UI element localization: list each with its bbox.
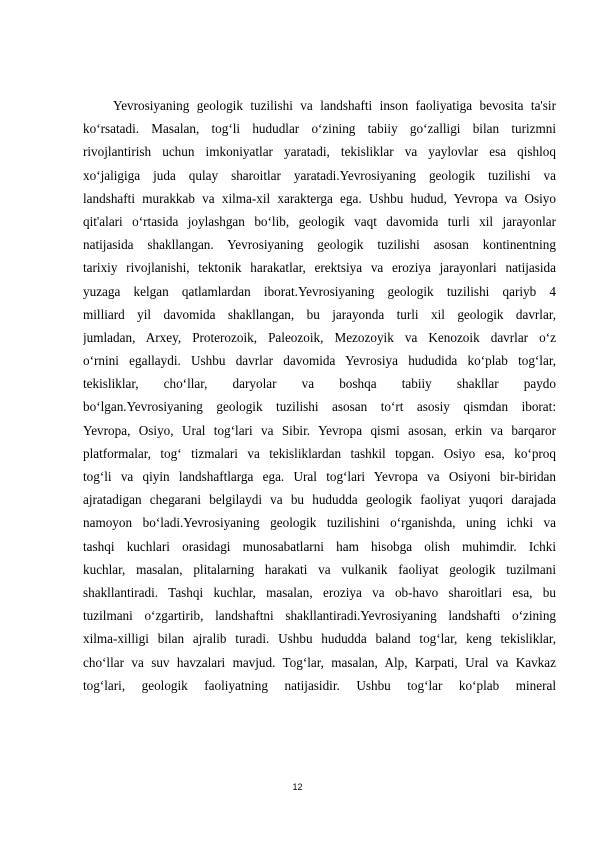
text-line: shakllantiradi. Tashqi kuchlar, masalan, eroziya va ob-havo sharoitlari esa, bu [83,584,556,600]
text-line: xo‘jaligiga juda qulay sharoitlar yaratadi.Yevrosiyaning geologik tuzilishi va [83,167,556,183]
text-line: ajratadigan chegarani belgilaydi va bu hududda geologik faoliyat yuqori darajada [83,492,556,508]
text-line: landshafti murakkab va xilma-xil xarakterga ega. Ushbu hudud, Yevropa va Osiyo [83,190,556,206]
text-line: tuzilmani o‘zgartirib, landshaftni shakllantiradi.Yevrosiyaning landshafti o‘zining [83,608,556,624]
text-line: rivojlantirish uchun imkoniyatlar yaratadi, tekisliklar va yaylovlar esa qishloq [83,144,556,160]
text-line: tog‘li va qiyin landshaftlarga ega. Ural tog‘lari Yevropa va Osiyoni bir-biridan [83,469,556,484]
text-line: Yevrosiyaning geologik tuzilishi va landshafti inson faoliyatiga bevosita ta'sir [113,98,556,113]
text-line: yuzaga kelgan qatlamlardan iborat.Yevrosiyaning geologik tuzilishi qariyb 4 [83,283,556,299]
text-line: kuchlar, masalan, plitalarning harakati va vulkanik faoliyat geologik tuzilmani [83,561,556,577]
text-line: namoyon bo‘ladi.Yevrosiyaning geologik tuzilishini o‘rganishda, uning ichki va [83,515,556,531]
text-line: milliard yil davomida shakllangan, bu jarayonda turli xil geologik davrlar, [83,306,556,322]
text-line: cho‘llar va suv havzalari mavjud. Tog‘lar, masalan, Alp, Karpati, Ural va Kavkaz [83,654,556,670]
text-line: tashqi kuchlari orasidagi munosabatlarni ham hisobga olish muhimdir. Ichki [83,538,556,554]
text-line: ko‘rsatadi. Masalan, tog‘li hududlar o‘zining tabiiy go‘zalligi bilan turizmni [83,121,556,137]
text-line: Yevropa, Osiyo, Ural tog‘lari va Sibir. Yevropa qismi asosan, erkin va barqaror [83,422,556,438]
text-line: jumladan, Arxey, Proterozoik, Paleozoik, Mezozoyik va Kenozoik davrlar o‘z [83,329,556,345]
text-line: xilma-xilligi bilan ajralib turadi. Ushbu hududda baland tog‘lar, keng tekisliklar, [83,631,556,647]
text-line: tekisliklar, cho‘llar, daryolar va boshqa tabiiy shakllar paydo [83,376,556,392]
text-line: o‘rnini egallaydi. Ushbu davrlar davomida Yevrosiya hududida ko‘plab tog‘lar, [83,353,556,369]
text-line: bo‘lgan.Yevrosiyaning geologik tuzilishi asosan to‘rt asosiy qismdan iborat: [83,399,556,415]
text-line: tog‘lari, geologik faoliyatning natijasidir. Ushbu tog‘lar ko‘plab mineral [83,677,556,693]
page-number: 12 [292,782,303,792]
text-line: tarixiy rivojlanishi, tektonik harakatlar, erektsiya va eroziya jarayonlari natijasida [83,260,556,276]
text-line: qit'alari o‘rtasida joylashgan bo‘lib, geologik vaqt davomida turli xil jarayonlar [83,213,556,229]
text-line: platformalar, tog‘ tizmalari va tekisliklardan tashkil topgan. Osiyo esa, ko‘proq [83,445,556,461]
text-line: natijasida shakllangan. Yevrosiyaning geologik tuzilishi asosan kontinentning [83,237,556,253]
body-text [83,94,556,697]
